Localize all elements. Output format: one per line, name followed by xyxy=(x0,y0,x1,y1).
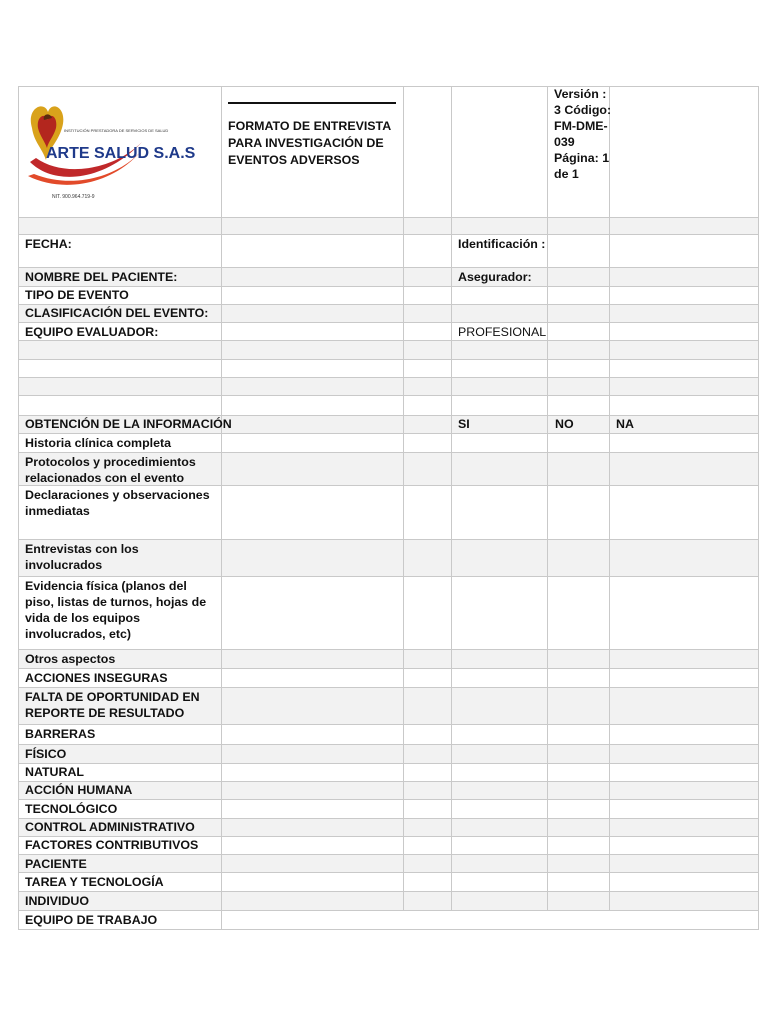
svg-text:ARTE SALUD S.A.S: ARTE SALUD S.A.S xyxy=(46,145,196,162)
svg-text:INSTITUCIÓN PRESTADORA DE SERV: INSTITUCIÓN PRESTADORA DE SERVICIOS DE SALUD xyxy=(64,128,169,133)
info-item: Evidencia física (planos del piso, listas de turnos, hojas de vida de los equipos involucrados, etc) xyxy=(25,579,207,641)
category-row: NATURAL xyxy=(25,765,84,779)
table-row xyxy=(18,377,759,395)
profesional-label: PROFESIONAL xyxy=(458,325,547,339)
form-table xyxy=(18,86,759,929)
tipo-evento-label: TIPO DE EVENTO xyxy=(25,288,129,302)
table-row xyxy=(18,217,759,234)
info-item: Protocolos y procedimientos relacionados con el evento xyxy=(25,455,196,485)
info-item: Declaraciones y observaciones inmediatas xyxy=(25,488,210,518)
fecha-label: FECHA: xyxy=(25,237,72,251)
category-row: FACTORES CONTRIBUTIVOS xyxy=(25,838,199,852)
category-row: PACIENTE xyxy=(25,857,87,871)
info-item: Historia clínica completa xyxy=(25,436,171,450)
category-row: TECNOLÓGICO xyxy=(25,802,118,816)
svg-text:NIT. 900.964.719-9: NIT. 900.964.719-9 xyxy=(52,194,95,200)
category-row: CONTROL ADMINISTRATIVO xyxy=(25,820,195,834)
category-row: FÍSICO xyxy=(25,747,67,761)
category-row: FALTA DE OPORTUNIDAD EN REPORTE DE RESULTADO xyxy=(25,690,200,720)
title-rule xyxy=(228,102,396,104)
company-logo xyxy=(24,98,196,210)
category-row: BARRERAS xyxy=(25,727,96,741)
paciente-label: NOMBRE DEL PACIENTE: xyxy=(25,270,178,284)
category-row: EQUIPO DE TRABAJO xyxy=(25,913,158,927)
category-row: INDIVIDUO xyxy=(25,894,90,908)
si-header: SI xyxy=(458,417,470,431)
no-header: NO xyxy=(555,417,574,431)
category-row: TAREA Y TECNOLOGÍA xyxy=(25,875,164,889)
clasificacion-label: CLASIFICACIÓN DEL EVENTO: xyxy=(25,306,209,320)
info-item: Entrevistas con los involucrados xyxy=(25,542,139,572)
info-section-title: OBTENCIÓN DE LA INFORMACIÓN xyxy=(25,417,232,431)
version-info: Versión : 3 Código: FM-DME-039 Página: 1 de 1 xyxy=(554,87,612,181)
equipo-evaluador-label: EQUIPO EVALUADOR: xyxy=(25,325,159,339)
category-row: ACCIÓN HUMANA xyxy=(25,783,133,797)
na-header: NA xyxy=(616,417,634,431)
asegurador-label: Asegurador: xyxy=(458,270,532,284)
info-item: Otros aspectos xyxy=(25,652,116,666)
document-title: FORMATO DE ENTREVISTA PARA INVESTIGACIÓN DE EVENTOS ADVERSOS xyxy=(228,119,391,167)
category-row: ACCIONES INSEGURAS xyxy=(25,671,168,685)
identificacion-label: Identificación : xyxy=(458,237,546,251)
table-row xyxy=(18,340,759,359)
